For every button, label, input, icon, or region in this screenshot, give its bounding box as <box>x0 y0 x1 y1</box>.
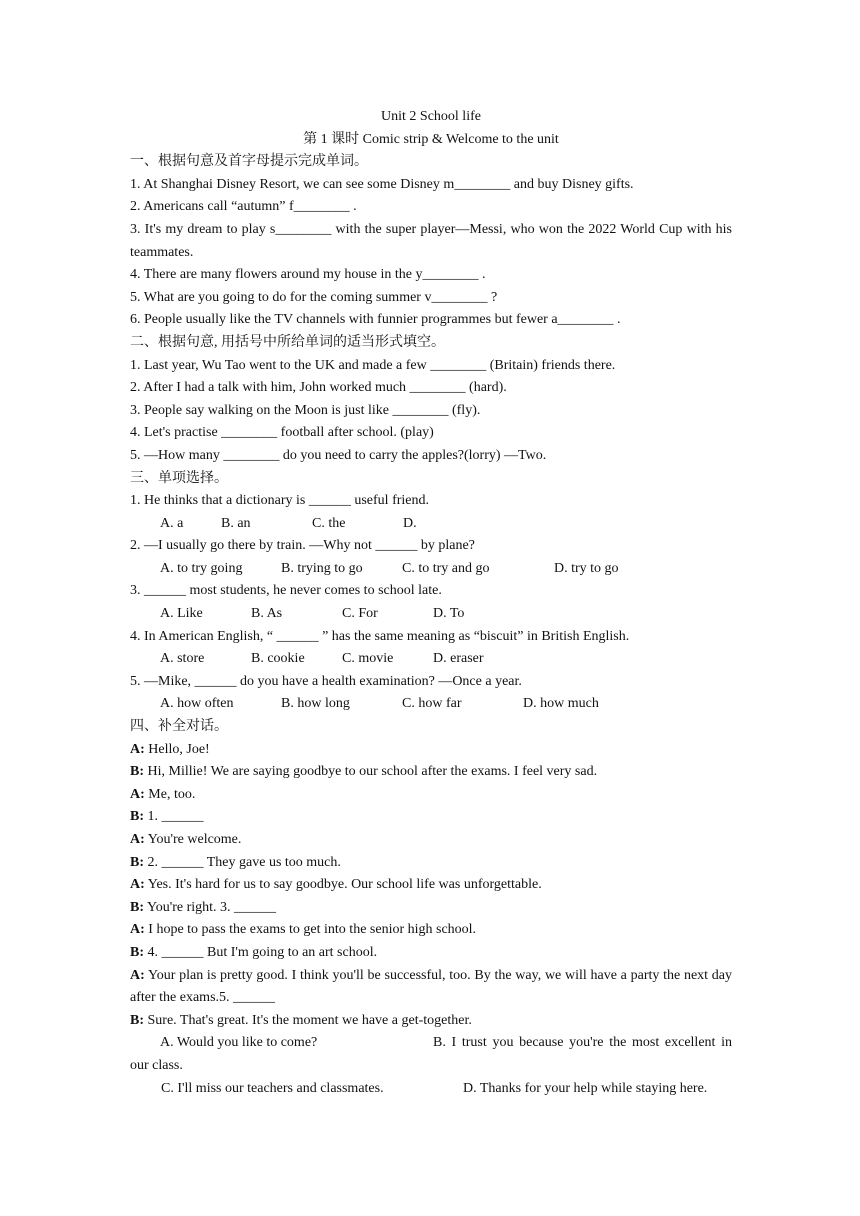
mc-option: B. cookie <box>251 651 305 667</box>
dialogue-line <box>130 739 732 762</box>
dialogue-option: C. I'll miss our teachers and classmates. <box>161 1080 384 1096</box>
speaker-label: B: <box>130 1012 144 1028</box>
mc-option: A. Like <box>160 606 203 622</box>
mc-option: C. to try and go <box>402 560 490 576</box>
dialogue-line <box>130 1010 732 1033</box>
dialogue-option: A. Would you like to come? <box>160 1035 318 1051</box>
mc-options <box>130 513 732 536</box>
speaker-label: A: <box>130 967 145 983</box>
mc-option: A. how often <box>160 696 234 712</box>
mc-option: C. how far <box>402 696 462 712</box>
speaker-label: A: <box>130 741 145 757</box>
mc-option: B. As <box>251 606 283 622</box>
speaker-label: B: <box>130 944 144 960</box>
dialogue-options-row <box>130 1032 732 1077</box>
mc-options <box>130 648 732 671</box>
section-4-heading: 四、补全对话。 <box>130 719 228 735</box>
dialogue-options <box>130 1032 732 1100</box>
question-item: 3. It's my dream to play s________ with the super player—Messi, who won the 2022 World Cup with his teammates. <box>130 221 732 260</box>
speaker-label: B: <box>130 809 144 825</box>
dialogue-line <box>130 919 732 942</box>
worksheet-page <box>130 106 732 1100</box>
question-item: 2. Americans call “autumn” f________ . <box>130 199 357 215</box>
mc-options <box>130 693 732 716</box>
dialogue-option: B. I trust you because you're the most excellent in our class. <box>130 1035 732 1073</box>
mc-question: 1. He thinks that a dictionary is ______ useful friend. <box>130 493 429 509</box>
dialogue-text: 1. ______ <box>144 809 204 825</box>
dialogue-text: 4. ______ But I'm going to an art school. <box>144 944 378 960</box>
dialogue-text: Hi, Millie! We are saying goodbye to our school after the exams. I feel very sad. <box>144 764 598 780</box>
speaker-label: A: <box>130 832 145 847</box>
mc-option: C. For <box>342 606 378 622</box>
question-item: 1. Last year, Wu Tao went to the UK and made a few ________ (Britain) friends there. <box>130 357 616 373</box>
question-item: 4. There are many flowers around my house in the y________ . <box>130 267 486 283</box>
mc-options <box>130 603 732 626</box>
dialogue-text: Sure. That's great. It's the moment we have a get-together. <box>144 1012 472 1028</box>
question-item: 3. People say walking on the Moon is just like ________ (fly). <box>130 402 481 418</box>
question-item: 2. After I had a talk with him, John worked much ________ (hard). <box>130 380 507 396</box>
dialogue-text: 2. ______ They gave us too much. <box>144 854 341 870</box>
mc-option: B. how long <box>281 696 350 712</box>
mc-option: D. try to go <box>554 560 619 576</box>
speaker-label: B: <box>130 764 144 780</box>
section-3-heading: 三、单项选择。 <box>130 470 228 486</box>
page-subtitle: 第 1 课时 Comic strip & Welcome to the unit <box>303 131 559 147</box>
mc-option: B. trying to go <box>281 560 363 576</box>
section-1-heading: 一、根据句意及首字母提示完成单词。 <box>130 154 368 170</box>
mc-option: A. store <box>160 651 205 667</box>
mc-question: 3. ______ most students, he never comes to school late. <box>130 583 442 599</box>
dialogue-line <box>130 874 732 897</box>
mc-option: A. a <box>160 515 184 531</box>
dialogue-line <box>130 852 732 875</box>
question-item: 4. Let's practise ________ football after school. (play) <box>130 425 434 441</box>
mc-options <box>130 558 732 581</box>
dialogue-line <box>130 897 732 920</box>
mc-option: A. to try going <box>160 560 243 576</box>
dialogue-text: I hope to pass the exams to get into the senior high school. <box>144 922 477 938</box>
mc-option: B. an <box>221 515 251 531</box>
dialogue-text: Me, too. <box>144 786 196 802</box>
mc-question: 5. —Mike, ______ do you have a health examination? —Once a year. <box>130 673 522 689</box>
mc-option: C. the <box>312 515 346 531</box>
question-item: 5. What are you going to do for the coming summer v________ ? <box>130 289 498 305</box>
dialogue-text: You're right. 3. ______ <box>144 899 277 915</box>
speaker-label: B: <box>130 899 144 915</box>
speaker-label: A: <box>130 786 145 802</box>
dialogue-line <box>130 784 732 807</box>
dialogue-text: Hello, Joe! <box>144 741 210 757</box>
question-item: 1. At Shanghai Disney Resort, we can see some Disney m________ and buy Disney gifts. <box>130 176 634 192</box>
mc-option: C. movie <box>342 651 394 667</box>
speaker-label: A: <box>130 922 145 938</box>
dialogue-line <box>130 806 732 829</box>
question-item: 5. —How many ________ do you need to carry the apples?(lorry) —Two. <box>130 447 547 463</box>
dialogue-text: Your plan is pretty good. I think you'll be successful, too. By the way, we will have a party the next day after the exams.5. ______ <box>130 967 732 1006</box>
mc-question: 2. —I usually go there by train. —Why not ______ by plane? <box>130 538 475 554</box>
mc-question: 4. In American English, “ ______ ” has the same meaning as “biscuit” in British English. <box>130 628 630 644</box>
dialogue-line <box>130 965 732 1010</box>
mc-option: D. To <box>433 606 465 622</box>
question-item: 6. People usually like the TV channels with funnier programmes but fewer a________ . <box>130 312 621 328</box>
mc-option: D. how much <box>523 696 599 712</box>
page-title: Unit 2 School life <box>381 109 481 124</box>
speaker-label: A: <box>130 877 145 893</box>
dialogue-text: Yes. It's hard for us to say goodbye. Our school life was unforgettable. <box>144 877 542 893</box>
mc-option: D. eraser <box>433 651 484 667</box>
mc-option: D. <box>403 515 417 531</box>
dialogue-line <box>130 829 732 852</box>
dialogue-line <box>130 942 732 965</box>
dialogue-option: D. Thanks for your help while staying here. <box>463 1080 708 1096</box>
speaker-label: B: <box>130 854 144 870</box>
dialogue-line <box>130 761 732 784</box>
dialogue-text: You're welcome. <box>144 832 242 847</box>
section-2-heading: 二、根据句意, 用括号中所给单词的适当形式填空。 <box>130 334 445 350</box>
dialogue-options-row <box>130 1078 732 1101</box>
